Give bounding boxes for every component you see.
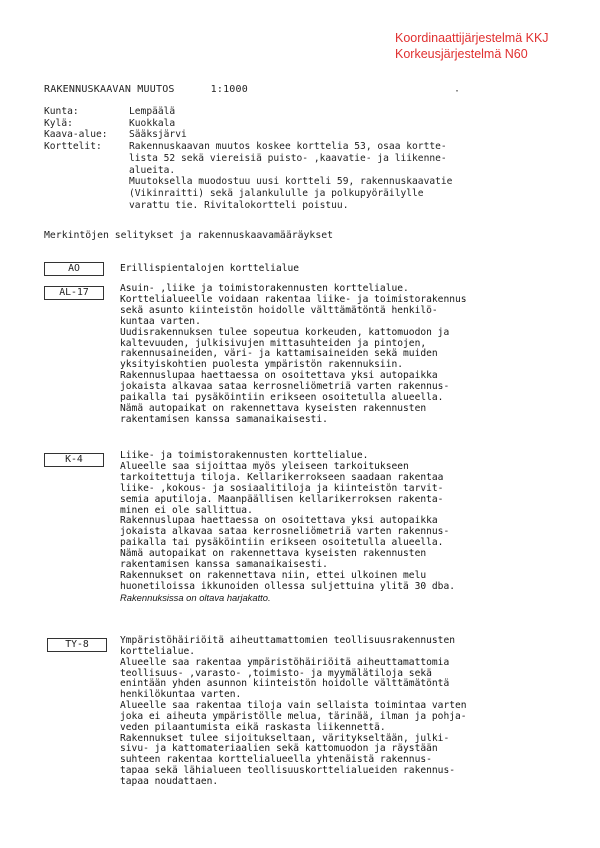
meta-row-blocks (44, 141, 564, 211)
zone-description-line: tarkoitettuja tiloja. Kellarikerrokseen saadaan rakentaa (120, 471, 444, 483)
zone-description-line: jokaista alkavaa sataa kerrosneliömetriä varten rakennus- (120, 526, 450, 538)
scale-text: 1:1000 (210, 84, 248, 95)
meta-value-line: lista 52 sekä viereisiä puisto- ,kaavatie- ja liikenne- (129, 152, 447, 164)
zone-description-ty-8 (120, 636, 560, 788)
zone-description-line: huonetiloissa ikkunoiden ollessa suljettuina ylitä 30 dba. (120, 580, 456, 592)
zone-description-line: Korttelialueelle voidaan rakentaa liike- ja toimistorakennus (120, 293, 467, 305)
meta-label: Kunta: (44, 106, 79, 117)
zone-description-line: sekä asunto kiinteistön hoidolle välttämätöntä henkilö- (120, 304, 438, 316)
coordinate-system-stamp (395, 30, 549, 62)
handwritten-amendment: Rakennuksissa on oltava harjakatto. (120, 591, 271, 603)
zone-description-line: enintään yhden asunnon kiinteistön hoidolle välttämätöntä (120, 678, 450, 690)
zone-description-line: yksityiskohtien puolesta ympäristön rakennuksiin. (120, 359, 404, 371)
zone-description-ao (120, 263, 560, 275)
meta-value-line: Sääksjärvi (129, 129, 187, 141)
zone-code-k-4: K-4 (44, 453, 104, 467)
zone-description-line: rakennusaineiden, väri- ja kattamisaineiden sekä muiden (120, 348, 438, 360)
plan-metadata (44, 106, 564, 211)
document-title (44, 84, 248, 95)
section-heading: Merkintöjen selitykset ja rakennuskaavamääräykset (44, 230, 334, 241)
meta-value (129, 141, 534, 211)
zone-description-line: minen ei ole sallittua. (120, 504, 253, 516)
zone-description-line: tapaa noudattaen. (120, 775, 219, 787)
meta-value-line: alueita. (129, 164, 176, 176)
meta-value-line: varattu tie. Rivitalokortteli poistuu. (129, 199, 349, 211)
zone-description-line: Rakennukset on rakennettava niin, ettei ulkoinen melu (120, 569, 427, 581)
zone-description-line: korttelialue. (120, 645, 196, 657)
zone-description-line: rakentamisen kanssa samanaikaisesti. (120, 559, 328, 571)
zone-description-line: semia aputiloja. Maanpäällisen kellarikerroksen rakenta- (120, 493, 444, 505)
title-text: RAKENNUSKAAVAN MUUTOS (44, 84, 175, 95)
zone-code-al-17: AL-17 (44, 286, 104, 300)
coordinate-system-label: Koordinaattijärjestelmä KKJ (395, 31, 549, 45)
zone-description-line: jokaista alkavaa sataa kerrosneliömetriä varten rakennus- (120, 381, 450, 393)
zone-description-line: Rakennukset tulee sijoitukseltaan, väritykseltään, julki- (120, 732, 450, 744)
meta-value-line: Rakennuskaavan muutos koskee korttelia 53, osaa kortte- (129, 141, 447, 153)
zone-code-ao: AO (44, 262, 104, 276)
zone-description-line: Nämä autopaikat on rakennettava kyseisten rakennusten (120, 402, 427, 414)
zone-description-line: Rakennuslupaa haettaessa on osoitettava yksi autopaikka (120, 370, 438, 382)
meta-row-plan-area (44, 129, 564, 141)
zone-description-line: Alueelle saa sijoittaa myös yleiseen tarkoitukseen (120, 460, 409, 472)
zone-description-line: Alueelle saa rakentaa ympäristöhäiriöitä aiheuttamattomia (120, 656, 450, 668)
zone-description-line: paikalla tai pysäköintiin erikseen osoitetulla alueella. (120, 392, 444, 404)
zone-description-k-4 (120, 451, 560, 604)
zone-description-line: Asuin- ,liike ja toimistorakennusten korttelialue. (120, 283, 409, 294)
zone-description-line: Ympäristöhäiriöitä aiheuttamattomien teollisuusrakennusten (120, 635, 456, 646)
zone-description-line: henkilökuntaa varten. (120, 689, 242, 701)
meta-value-line: (Vikinraitti) sekä jalankululle ja polkupyöräilylle (129, 187, 424, 199)
zone-description-line: kaltevuuden, julkisivujen mittasuhteiden ja pintojen, (120, 337, 427, 349)
zone-description-line: Erillispientalojen korttelialue (120, 263, 300, 274)
zone-description-line: paikalla tai pysäköintiin erikseen osoitetulla alueella. (120, 537, 444, 549)
zone-description-line: sivu- ja kattomateriaalien sekä kattomuodon ja räystään (120, 743, 438, 755)
zone-description-line: Rakennuslupaa haettaessa on osoitettava yksi autopaikka (120, 515, 438, 527)
meta-value (129, 129, 534, 141)
meta-value-line: Lempäälä (129, 106, 176, 117)
meta-value (129, 118, 534, 130)
zone-code-ty-8: TY-8 (47, 638, 107, 652)
height-system-label: Korkeusjärjestelmä N60 (395, 47, 528, 61)
zone-description-line: teollisuus- ,varasto- ,toimisto- ja myymälätiloja sekä (120, 667, 432, 679)
meta-label: Kylä: (44, 117, 73, 129)
meta-label: Kaava-alue: (44, 129, 108, 141)
meta-row-village (44, 118, 564, 130)
meta-value-line: Kuokkala (129, 117, 176, 129)
meta-value-line: Muutoksella muodostuu uusi kortteli 59, rakennuskaavatie (129, 176, 453, 188)
zone-description-line: joka ei aiheuta ympäristölle melua, tärinää, ilman ja pohja- (120, 710, 467, 722)
stray-mark: · (454, 86, 461, 97)
meta-value (129, 106, 534, 118)
zone-description-line: rakentamisen kanssa samanaikaisesti. (120, 413, 328, 425)
zone-description-line: Nämä autopaikat on rakennettava kyseisten rakennusten (120, 548, 427, 560)
zone-description-line: Alueelle saa rakentaa tiloja vain sellaista toimintaa varten (120, 700, 467, 712)
zone-description-line: suhteen rakentaa korttelialueella yhtenäistä rakennus- (120, 754, 432, 766)
zone-description-line: Liike- ja toimistorakennusten korttelialue. (120, 450, 369, 461)
zone-description-line: veden pilaantumista eikä raskasta liikennettä. (120, 721, 386, 733)
zone-description-line: liike- ,kokous- ja sosiaalitiloja ja kiinteistön tarvit- (120, 482, 444, 494)
zone-description-al-17 (120, 284, 560, 426)
zone-description-line: kuntaa varten. (120, 315, 201, 327)
zone-description-line: tapaa sekä lähialueen teollisuuskorttelialueiden rakennus- (120, 765, 456, 777)
meta-row-municipality (44, 106, 564, 118)
zone-description-line: Uudisrakennuksen tulee sopeutua korkeuden, kattomuodon ja (120, 326, 450, 338)
meta-label: Korttelit: (44, 141, 102, 153)
